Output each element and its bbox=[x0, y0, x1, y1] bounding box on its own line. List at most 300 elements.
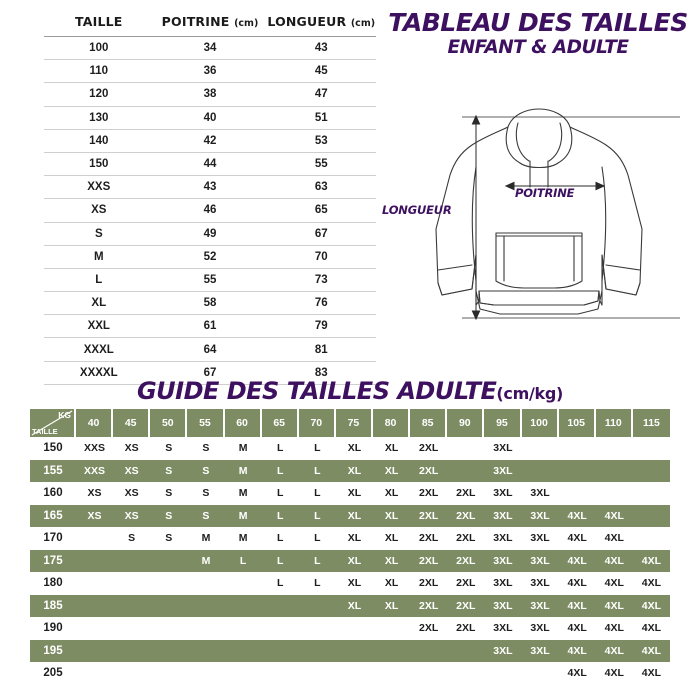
size-cell bbox=[76, 617, 113, 640]
size-cell bbox=[410, 640, 447, 663]
size-cell bbox=[596, 437, 633, 460]
size-cell: L bbox=[314, 442, 321, 455]
cell-taille: XXL bbox=[44, 315, 154, 338]
cell-longueur: 53 bbox=[266, 129, 376, 152]
size-cell: 4XL bbox=[596, 505, 633, 528]
table-row bbox=[44, 176, 376, 199]
column-header-poitrine bbox=[154, 14, 267, 37]
poitrine-arrow-head-left bbox=[506, 182, 514, 189]
cell-poitrine: 34 bbox=[154, 37, 267, 60]
size-cell: L bbox=[299, 550, 336, 573]
size-cell bbox=[559, 437, 596, 460]
size-cell: XL bbox=[384, 487, 399, 500]
cell-poitrine: 36 bbox=[154, 60, 267, 83]
size-cell: 3XL bbox=[493, 577, 513, 590]
size-cell: 2XL bbox=[456, 532, 476, 545]
size-cell: 4XL bbox=[633, 640, 670, 663]
size-cell: L bbox=[262, 550, 299, 573]
cell-longueur: 51 bbox=[266, 106, 376, 129]
size-cell bbox=[522, 662, 559, 685]
size-cell: 2XL bbox=[419, 577, 439, 590]
cell-longueur: 83 bbox=[266, 361, 376, 384]
size-grid-row bbox=[30, 460, 670, 483]
size-cell bbox=[225, 572, 262, 595]
height-row-label: 195 bbox=[30, 640, 76, 663]
size-cell bbox=[596, 482, 633, 505]
cell-longueur: 76 bbox=[266, 292, 376, 315]
size-cell bbox=[633, 460, 670, 483]
weight-column-header: 105 bbox=[559, 409, 596, 437]
height-row-label: 155 bbox=[30, 460, 76, 483]
size-cell: 3XL bbox=[484, 460, 521, 483]
measurement-table-body bbox=[44, 37, 376, 385]
size-cell bbox=[187, 617, 224, 640]
size-cell bbox=[336, 640, 373, 663]
size-cell: XL bbox=[347, 577, 362, 590]
table-row bbox=[44, 129, 376, 152]
cell-poitrine: 46 bbox=[154, 199, 267, 222]
cell-poitrine: 40 bbox=[154, 106, 267, 129]
cell-taille: 150 bbox=[44, 152, 154, 175]
size-grid-row bbox=[30, 640, 670, 663]
size-cell: M bbox=[238, 532, 248, 545]
size-cell: L bbox=[276, 487, 284, 500]
size-cell: 3XL bbox=[522, 640, 559, 663]
size-cell: L bbox=[276, 442, 284, 455]
size-cell bbox=[633, 505, 670, 528]
size-cell: M bbox=[238, 442, 248, 455]
cell-taille: XXS bbox=[44, 176, 154, 199]
cell-poitrine: 64 bbox=[154, 338, 267, 361]
size-cell: 3XL bbox=[493, 532, 513, 545]
size-cell: 2XL bbox=[419, 487, 439, 500]
cell-poitrine: 55 bbox=[154, 268, 267, 291]
size-cell bbox=[113, 572, 150, 595]
table-row bbox=[44, 268, 376, 291]
height-row-label: 160 bbox=[43, 487, 63, 500]
adult-grid-header-row bbox=[30, 409, 670, 437]
size-cell: S bbox=[150, 460, 187, 483]
table-row bbox=[44, 292, 376, 315]
size-cell: XL bbox=[384, 577, 399, 590]
weight-column-header: 85 bbox=[410, 409, 447, 437]
main-title-line1: TABLEAU DES TAILLES bbox=[388, 8, 688, 37]
cell-poitrine: 38 bbox=[154, 83, 267, 106]
adult-guide-title-text: GUIDE DES TAILLES ADULTE bbox=[136, 377, 497, 405]
size-cell: XL bbox=[384, 442, 399, 455]
size-cell: XL bbox=[373, 550, 410, 573]
cell-poitrine: 43 bbox=[154, 176, 267, 199]
column-header-poitrine-unit: (cm) bbox=[234, 18, 259, 29]
cell-taille: 130 bbox=[44, 106, 154, 129]
adult-guide-title bbox=[30, 379, 670, 403]
size-cell bbox=[633, 482, 670, 505]
size-cell bbox=[447, 662, 484, 685]
weight-column-header: 60 bbox=[225, 409, 262, 437]
size-cell bbox=[336, 662, 373, 685]
size-cell bbox=[150, 550, 187, 573]
size-cell bbox=[76, 640, 113, 663]
size-cell: 3XL bbox=[522, 550, 559, 573]
height-row-label: 185 bbox=[30, 595, 76, 618]
table-row bbox=[44, 106, 376, 129]
weight-column-header: 80 bbox=[373, 409, 410, 437]
size-cell bbox=[150, 662, 187, 685]
size-cell bbox=[113, 617, 150, 640]
column-header-longueur-label: LONGUEUR bbox=[267, 14, 347, 29]
size-cell bbox=[76, 527, 113, 550]
height-row-label: 150 bbox=[43, 442, 63, 455]
size-cell: XS bbox=[113, 505, 150, 528]
size-cell: 2XL bbox=[447, 505, 484, 528]
size-cell: 3XL bbox=[493, 487, 513, 500]
size-cell bbox=[187, 595, 224, 618]
size-cell: 4XL bbox=[633, 595, 670, 618]
size-cell bbox=[373, 617, 410, 640]
size-cell: 2XL bbox=[456, 577, 476, 590]
size-cell: 4XL bbox=[604, 622, 624, 635]
size-cell: M bbox=[201, 532, 211, 545]
cell-taille: XXXXL bbox=[44, 361, 154, 384]
size-cell bbox=[225, 662, 262, 685]
size-cell: L bbox=[225, 550, 262, 573]
cell-longueur: 73 bbox=[266, 268, 376, 291]
size-cell: 3XL bbox=[493, 622, 513, 635]
column-header-longueur bbox=[266, 14, 376, 37]
weight-column-header: 70 bbox=[299, 409, 336, 437]
size-cell: 3XL bbox=[530, 622, 550, 635]
size-cell bbox=[76, 550, 113, 573]
size-cell: 2XL bbox=[456, 622, 476, 635]
size-cell bbox=[150, 640, 187, 663]
size-cell: 4XL bbox=[641, 667, 662, 680]
size-cell: 4XL bbox=[641, 577, 662, 590]
grid-corner-cell bbox=[30, 409, 76, 437]
size-grid-row bbox=[30, 482, 670, 505]
column-header-poitrine-label: POITRINE bbox=[161, 14, 230, 29]
size-cell: 4XL bbox=[559, 640, 596, 663]
size-cell bbox=[447, 437, 484, 460]
size-cell: XL bbox=[336, 595, 373, 618]
size-cell: L bbox=[314, 487, 321, 500]
size-cell: 2XL bbox=[410, 460, 447, 483]
size-cell: 4XL bbox=[604, 532, 624, 545]
size-cell bbox=[262, 595, 299, 618]
size-cell: L bbox=[299, 460, 336, 483]
size-cell: 3XL bbox=[484, 640, 521, 663]
size-cell bbox=[447, 640, 484, 663]
size-cell bbox=[113, 550, 150, 573]
size-cell: 3XL bbox=[522, 595, 559, 618]
height-row-label: 180 bbox=[43, 577, 63, 590]
size-cell bbox=[225, 595, 262, 618]
cell-longueur: 55 bbox=[266, 152, 376, 175]
adult-size-grid bbox=[30, 409, 670, 685]
size-cell: XS bbox=[87, 487, 102, 500]
size-cell bbox=[187, 640, 224, 663]
size-cell: 4XL bbox=[604, 667, 624, 680]
size-cell bbox=[299, 640, 336, 663]
size-cell bbox=[150, 572, 187, 595]
table-row bbox=[44, 338, 376, 361]
table-row bbox=[44, 199, 376, 222]
size-cell: 2XL bbox=[419, 532, 439, 545]
size-cell: 2XL bbox=[447, 550, 484, 573]
size-grid-row bbox=[30, 527, 670, 550]
size-cell bbox=[633, 437, 670, 460]
weight-column-header: 50 bbox=[150, 409, 187, 437]
cell-longueur: 67 bbox=[266, 222, 376, 245]
column-header-longueur-unit: (cm) bbox=[350, 18, 376, 29]
size-cell bbox=[373, 662, 410, 685]
size-cell: 2XL bbox=[447, 595, 484, 618]
size-cell: L bbox=[276, 577, 284, 590]
cell-longueur: 47 bbox=[266, 83, 376, 106]
size-cell: L bbox=[314, 532, 321, 545]
size-cell bbox=[76, 572, 113, 595]
size-cell bbox=[225, 640, 262, 663]
column-header-taille bbox=[44, 14, 154, 37]
size-cell: S bbox=[202, 442, 210, 455]
cell-longueur: 70 bbox=[266, 245, 376, 268]
size-cell: 4XL bbox=[604, 577, 624, 590]
size-cell: XXS bbox=[76, 460, 113, 483]
size-grid-row bbox=[30, 550, 670, 573]
size-cell bbox=[262, 662, 299, 685]
cell-poitrine: 61 bbox=[154, 315, 267, 338]
size-cell: M bbox=[238, 487, 248, 500]
size-cell bbox=[299, 617, 336, 640]
size-cell bbox=[484, 662, 521, 685]
cell-poitrine: 52 bbox=[154, 245, 267, 268]
size-cell: XL bbox=[347, 487, 362, 500]
size-cell: M bbox=[225, 460, 262, 483]
size-cell: L bbox=[262, 505, 299, 528]
size-cell: XS bbox=[113, 460, 150, 483]
weight-column-header: 95 bbox=[484, 409, 521, 437]
adult-size-grid-table bbox=[30, 409, 670, 685]
poitrine-arrow-head-right bbox=[596, 182, 604, 189]
size-cell: 3XL bbox=[530, 577, 550, 590]
size-grid-row bbox=[30, 617, 670, 640]
size-cell: L bbox=[314, 577, 321, 590]
cell-longueur: 79 bbox=[266, 315, 376, 338]
size-cell: S bbox=[165, 442, 173, 455]
size-grid-row bbox=[30, 505, 670, 528]
size-cell: 4XL bbox=[559, 595, 596, 618]
cell-longueur: 45 bbox=[266, 60, 376, 83]
table-row bbox=[44, 315, 376, 338]
size-cell bbox=[187, 572, 224, 595]
cell-taille: XL bbox=[44, 292, 154, 315]
measurement-table-header-row bbox=[44, 14, 376, 37]
size-cell bbox=[522, 437, 559, 460]
poitrine-label: POITRINE bbox=[515, 186, 575, 200]
size-cell: M bbox=[225, 505, 262, 528]
size-cell: S bbox=[165, 487, 173, 500]
size-cell bbox=[633, 527, 670, 550]
size-cell: XL bbox=[384, 532, 399, 545]
size-cell: XL bbox=[373, 595, 410, 618]
height-row-label: 170 bbox=[43, 532, 63, 545]
size-cell: 4XL bbox=[567, 532, 587, 545]
cell-taille: 140 bbox=[44, 129, 154, 152]
size-cell: 2XL bbox=[419, 442, 439, 455]
weight-column-header: 75 bbox=[336, 409, 373, 437]
weight-column-header: 100 bbox=[522, 409, 559, 437]
size-cell bbox=[373, 640, 410, 663]
weight-column-header: 45 bbox=[113, 409, 150, 437]
size-cell: S bbox=[202, 487, 210, 500]
weight-column-header: 55 bbox=[187, 409, 224, 437]
size-cell bbox=[187, 662, 224, 685]
weight-column-header: 40 bbox=[76, 409, 113, 437]
cell-taille: L bbox=[44, 268, 154, 291]
size-cell: S bbox=[187, 460, 224, 483]
size-cell bbox=[150, 617, 187, 640]
height-row-label: 205 bbox=[43, 667, 63, 680]
size-cell bbox=[113, 595, 150, 618]
main-title-line2: ENFANT & ADULTE bbox=[447, 36, 629, 58]
table-row bbox=[44, 222, 376, 245]
size-cell bbox=[262, 617, 299, 640]
size-cell: S bbox=[187, 505, 224, 528]
size-cell: XL bbox=[373, 460, 410, 483]
size-cell: 3XL bbox=[493, 442, 513, 455]
size-cell bbox=[559, 482, 596, 505]
size-cell: XL bbox=[347, 442, 362, 455]
size-cell: XL bbox=[336, 460, 373, 483]
longueur-label: LONGUEUR bbox=[382, 203, 452, 217]
measurement-table-element bbox=[44, 14, 376, 385]
size-cell bbox=[522, 460, 559, 483]
size-cell: 3XL bbox=[530, 532, 550, 545]
size-cell: L bbox=[262, 460, 299, 483]
cell-longueur: 65 bbox=[266, 199, 376, 222]
height-row-label: 175 bbox=[30, 550, 76, 573]
hoodie-illustration-svg bbox=[380, 105, 696, 360]
cell-poitrine: 67 bbox=[154, 361, 267, 384]
cell-taille: XS bbox=[44, 199, 154, 222]
table-row bbox=[44, 83, 376, 106]
size-cell bbox=[559, 460, 596, 483]
size-cell bbox=[225, 617, 262, 640]
child-measurement-table bbox=[44, 14, 376, 385]
cell-taille: XXXL bbox=[44, 338, 154, 361]
size-cell: 3XL bbox=[484, 595, 521, 618]
cell-taille: 100 bbox=[44, 37, 154, 60]
hoodie-diagram bbox=[380, 105, 696, 360]
size-cell: 3XL bbox=[522, 505, 559, 528]
height-row-label: 190 bbox=[43, 622, 63, 635]
grid-corner-kg-label: KG bbox=[58, 410, 71, 420]
size-cell bbox=[299, 662, 336, 685]
size-cell: 4XL bbox=[567, 667, 587, 680]
size-grid-row bbox=[30, 437, 670, 460]
size-cell: XL bbox=[336, 505, 373, 528]
size-cell: 3XL bbox=[484, 505, 521, 528]
size-cell: 3XL bbox=[484, 550, 521, 573]
size-cell: 4XL bbox=[567, 577, 587, 590]
table-row bbox=[44, 245, 376, 268]
size-grid-row bbox=[30, 662, 670, 685]
table-row bbox=[44, 152, 376, 175]
size-cell: 2XL bbox=[410, 550, 447, 573]
size-cell: M bbox=[187, 550, 224, 573]
size-cell: XXS bbox=[84, 442, 106, 455]
cell-poitrine: 42 bbox=[154, 129, 267, 152]
column-header-taille-label: TAILLE bbox=[74, 14, 123, 29]
size-cell bbox=[76, 595, 113, 618]
size-cell bbox=[336, 617, 373, 640]
cell-taille: 110 bbox=[44, 60, 154, 83]
size-cell: 2XL bbox=[410, 505, 447, 528]
size-cell bbox=[113, 640, 150, 663]
size-cell bbox=[299, 595, 336, 618]
size-cell: 2XL bbox=[410, 595, 447, 618]
table-row bbox=[44, 60, 376, 83]
height-row-label: 165 bbox=[30, 505, 76, 528]
cell-poitrine: 44 bbox=[154, 152, 267, 175]
size-cell bbox=[596, 460, 633, 483]
size-cell: 4XL bbox=[567, 622, 587, 635]
size-cell: 4XL bbox=[559, 505, 596, 528]
size-cell bbox=[150, 595, 187, 618]
cell-poitrine: 49 bbox=[154, 222, 267, 245]
weight-column-header: 65 bbox=[262, 409, 299, 437]
size-cell: L bbox=[299, 505, 336, 528]
size-cell: 4XL bbox=[596, 595, 633, 618]
size-grid-row bbox=[30, 595, 670, 618]
size-cell: S bbox=[165, 532, 173, 545]
cell-taille: 120 bbox=[44, 83, 154, 106]
weight-column-header: 115 bbox=[633, 409, 670, 437]
size-cell: 4XL bbox=[633, 550, 670, 573]
size-cell bbox=[262, 640, 299, 663]
cell-taille: M bbox=[44, 245, 154, 268]
size-cell: XL bbox=[336, 550, 373, 573]
cell-poitrine: 58 bbox=[154, 292, 267, 315]
size-cell bbox=[447, 460, 484, 483]
size-cell: 2XL bbox=[456, 487, 476, 500]
size-cell bbox=[410, 662, 447, 685]
cell-longueur: 81 bbox=[266, 338, 376, 361]
size-cell: 4XL bbox=[559, 550, 596, 573]
weight-column-header: 110 bbox=[596, 409, 633, 437]
size-cell: XS bbox=[124, 442, 139, 455]
table-row bbox=[44, 37, 376, 60]
size-grid-row bbox=[30, 572, 670, 595]
size-cell: S bbox=[150, 505, 187, 528]
size-cell bbox=[113, 662, 150, 685]
size-cell: S bbox=[128, 532, 136, 545]
size-cell: 3XL bbox=[530, 487, 550, 500]
cell-longueur: 63 bbox=[266, 176, 376, 199]
adult-guide-title-unit: (cm/kg) bbox=[496, 384, 564, 403]
weight-column-header: 90 bbox=[447, 409, 484, 437]
cell-taille: S bbox=[44, 222, 154, 245]
grid-corner-taille-label: TAILLE bbox=[32, 427, 58, 436]
size-cell: 4XL bbox=[596, 640, 633, 663]
size-cell: XS bbox=[76, 505, 113, 528]
size-cell: XL bbox=[347, 532, 362, 545]
size-cell: 4XL bbox=[596, 550, 633, 573]
adult-grid-body bbox=[30, 437, 670, 685]
size-cell bbox=[76, 662, 113, 685]
size-cell: 2XL bbox=[419, 622, 439, 635]
cell-longueur: 43 bbox=[266, 37, 376, 60]
main-title bbox=[380, 10, 696, 57]
